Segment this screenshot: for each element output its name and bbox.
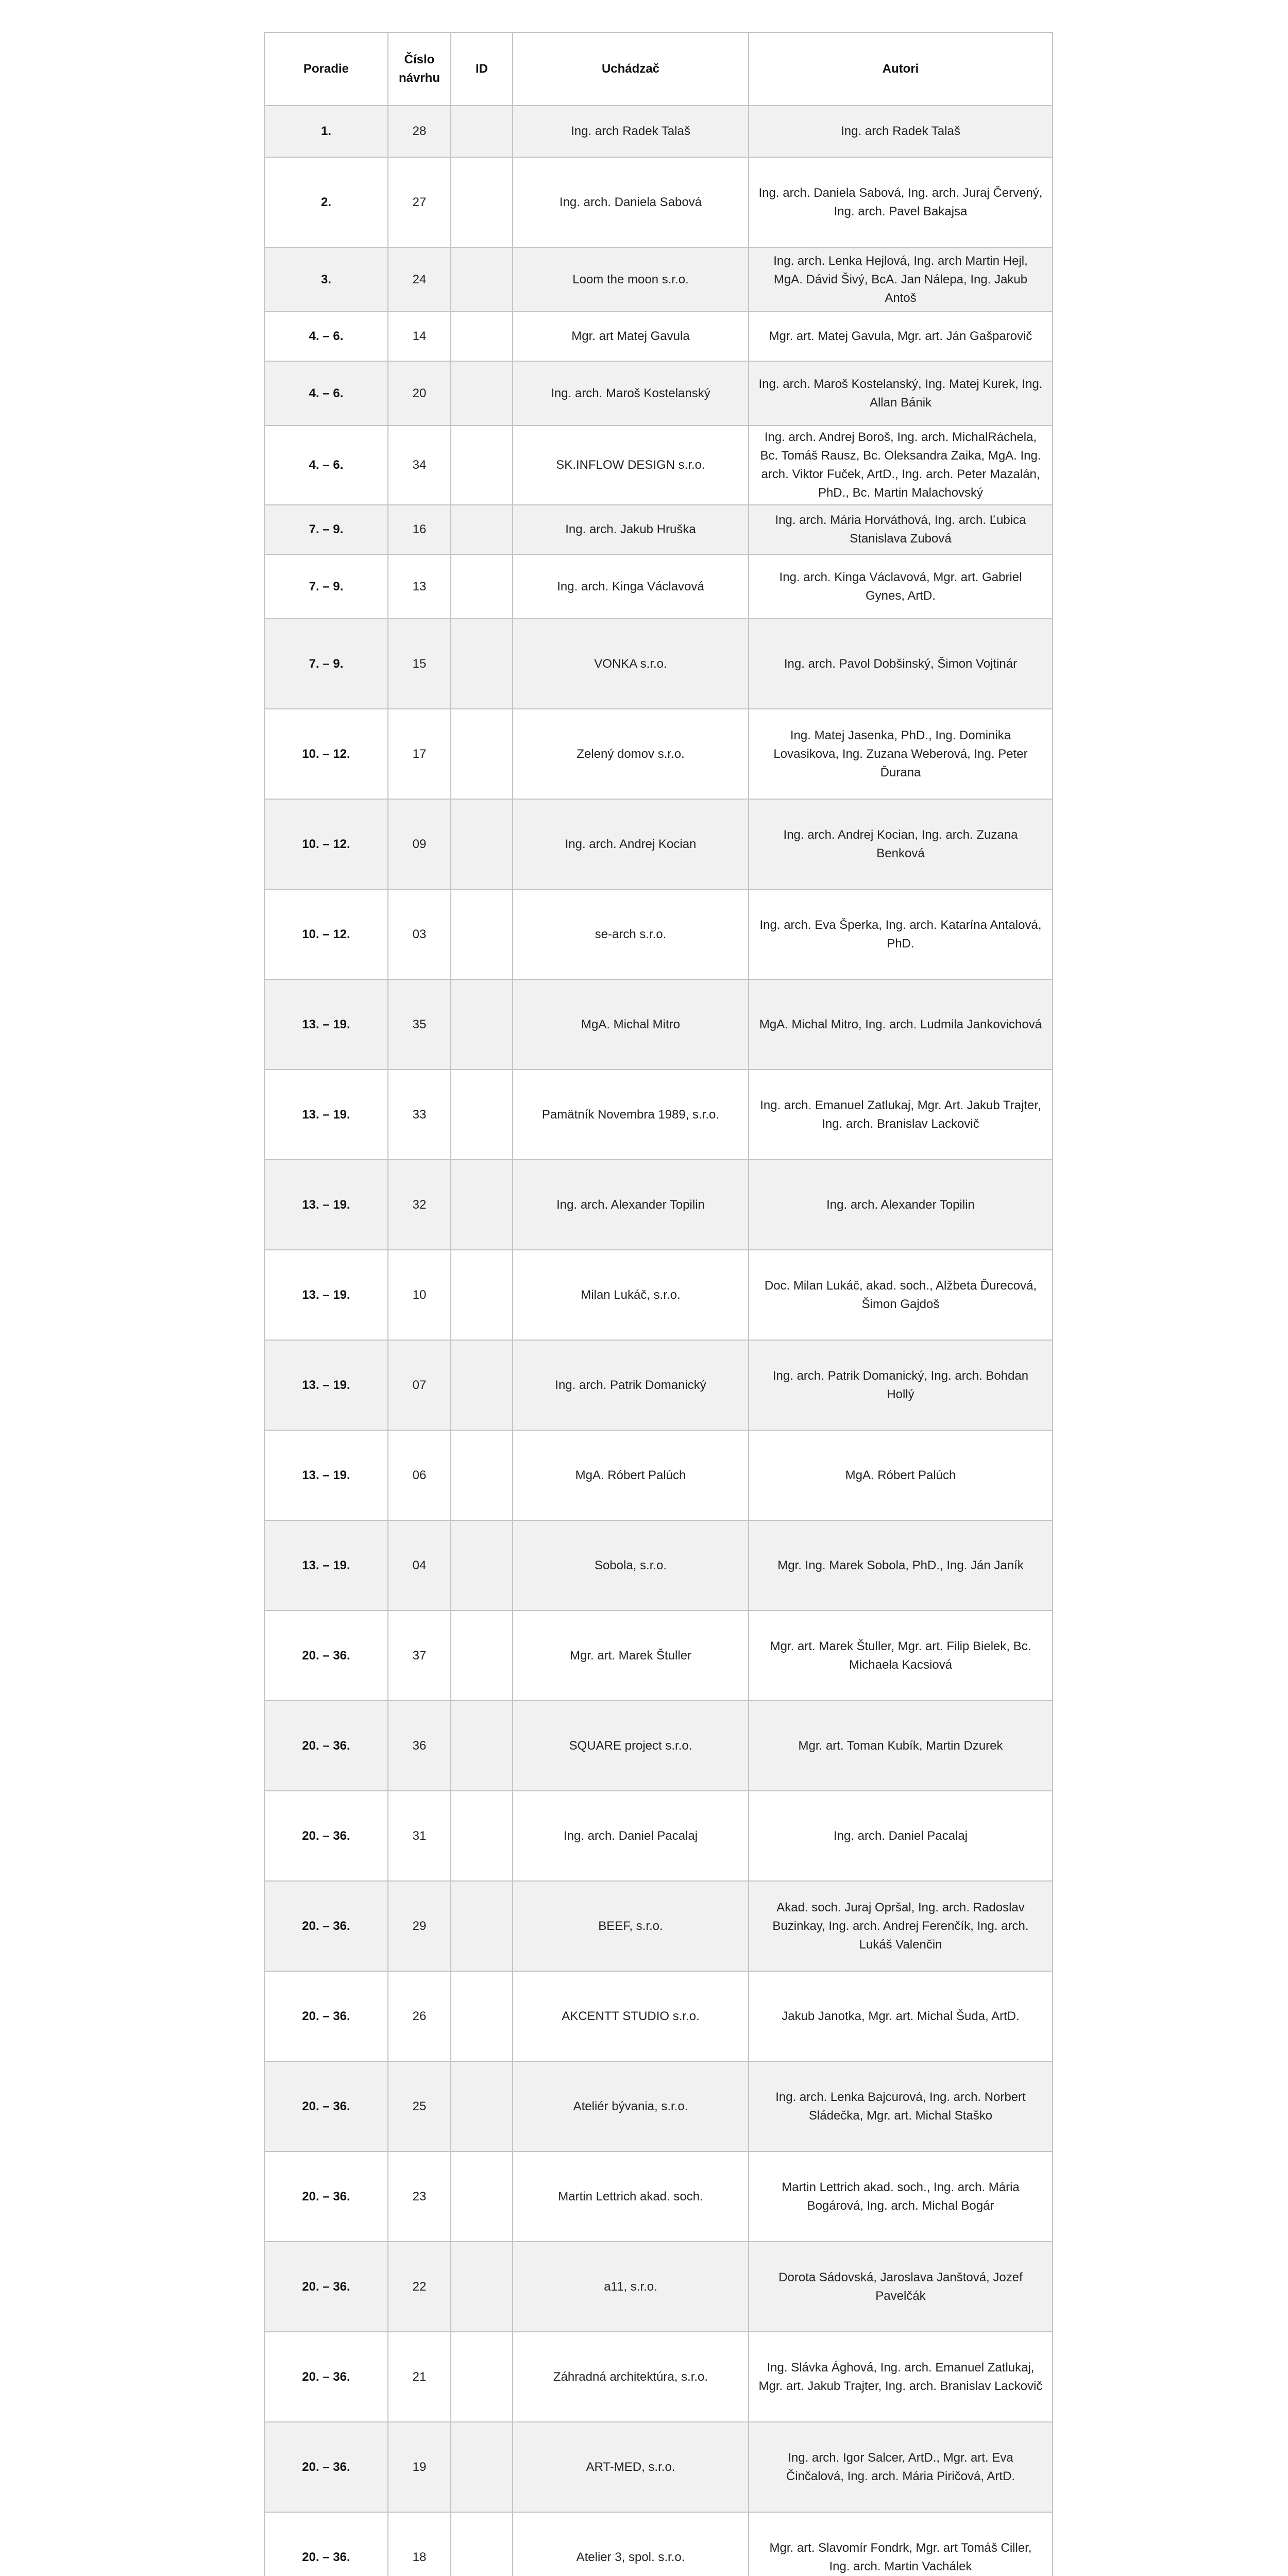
rank-cell: 20. – 36.	[264, 1971, 388, 2061]
authors-cell: Ing. arch. Andrej Boroš, Ing. arch. MichalRáchela, Bc. Tomáš Rausz, Bc. Oleksandra Zaika, MgA. Ing. arch. Viktor Fuček, ArtD., Ing. arch. Peter Mazalán, PhD., Bc. Martin Malachovský	[749, 426, 1053, 505]
id-cell	[451, 889, 513, 979]
rank-cell: 20. – 36.	[264, 1791, 388, 1881]
rank-cell: 13. – 19.	[264, 979, 388, 1070]
header-id: ID	[451, 32, 513, 106]
rank-cell: 4. – 6.	[264, 361, 388, 426]
applicant-cell: Martin Lettrich akad. soch.	[513, 2151, 749, 2242]
table-row	[264, 1881, 1053, 1971]
number-cell: 31	[388, 1791, 451, 1881]
rank-cell: 13. – 19.	[264, 1430, 388, 1520]
applicant-cell: Mgr. art. Marek Štuller	[513, 1611, 749, 1701]
authors-cell: Ing. arch. Andrej Kocian, Ing. arch. Zuzana Benková	[749, 799, 1053, 889]
rank-cell: 3.	[264, 247, 388, 312]
header-applicant: Uchádzač	[513, 32, 749, 106]
applicant-cell: a11, s.r.o.	[513, 2242, 749, 2332]
applicant-cell: Sobola, s.r.o.	[513, 1520, 749, 1611]
authors-cell: Ing. arch. Patrik Domanický, Ing. arch. Bohdan Hollý	[749, 1340, 1053, 1430]
id-cell	[451, 1791, 513, 1881]
applicant-cell: SQUARE project s.r.o.	[513, 1701, 749, 1791]
authors-cell: Ing. arch. Mária Horváthová, Ing. arch. Ľubica Stanislava Zubová	[749, 505, 1053, 554]
authors-cell: Ing. arch. Alexander Topilin	[749, 1160, 1053, 1250]
id-cell	[451, 505, 513, 554]
id-cell	[451, 426, 513, 505]
applicant-cell: MgA. Michal Mitro	[513, 979, 749, 1070]
applicant-cell: Ing. arch. Kinga Václavová	[513, 554, 749, 619]
authors-cell: MgA. Róbert Palúch	[749, 1430, 1053, 1520]
number-cell: 04	[388, 1520, 451, 1611]
table-row	[264, 554, 1053, 619]
id-cell	[451, 312, 513, 361]
id-cell	[451, 1701, 513, 1791]
rank-cell: 20. – 36.	[264, 2061, 388, 2151]
number-cell: 14	[388, 312, 451, 361]
number-cell: 16	[388, 505, 451, 554]
table-row	[264, 889, 1053, 979]
rank-cell: 13. – 19.	[264, 1520, 388, 1611]
applicant-cell: Ing. arch. Patrik Domanický	[513, 1340, 749, 1430]
rank-cell: 10. – 12.	[264, 799, 388, 889]
applicant-cell: SK.INFLOW DESIGN s.r.o.	[513, 426, 749, 505]
table-row	[264, 106, 1053, 157]
rank-cell: 7. – 9.	[264, 554, 388, 619]
table-row	[264, 1701, 1053, 1791]
id-cell	[451, 2512, 513, 2576]
applicant-cell: Ing. arch. Jakub Hruška	[513, 505, 749, 554]
number-cell: 17	[388, 709, 451, 799]
applicant-cell: Ing. arch. Daniel Pacalaj	[513, 1791, 749, 1881]
id-cell	[451, 2332, 513, 2422]
table-row	[264, 1520, 1053, 1611]
table-row	[264, 2061, 1053, 2151]
number-cell: 21	[388, 2332, 451, 2422]
rank-cell: 20. – 36.	[264, 2242, 388, 2332]
table-row	[264, 1250, 1053, 1340]
id-cell	[451, 1881, 513, 1971]
applicant-cell: Atelier 3, spol. s.r.o.	[513, 2512, 749, 2576]
header-number: Číslo návrhu	[388, 32, 451, 106]
authors-cell: Ing. arch Radek Talaš	[749, 106, 1053, 157]
rank-cell: 4. – 6.	[264, 312, 388, 361]
table-row	[264, 979, 1053, 1070]
results-table	[264, 32, 1053, 2576]
id-cell	[451, 619, 513, 709]
id-cell	[451, 1520, 513, 1611]
id-cell	[451, 2242, 513, 2332]
authors-cell: Mgr. Ing. Marek Sobola, PhD., Ing. Ján Janík	[749, 1520, 1053, 1611]
rank-cell: 10. – 12.	[264, 709, 388, 799]
number-cell: 35	[388, 979, 451, 1070]
authors-cell: Ing. arch. Maroš Kostelanský, Ing. Matej Kurek, Ing. Allan Bánik	[749, 361, 1053, 426]
id-cell	[451, 554, 513, 619]
number-cell: 20	[388, 361, 451, 426]
authors-cell: Ing. arch. Eva Šperka, Ing. arch. Katarína Antalová, PhD.	[749, 889, 1053, 979]
applicant-cell: Ing. arch. Daniela Sabová	[513, 157, 749, 247]
authors-cell: Ing. arch. Igor Salcer, ArtD., Mgr. art. Eva Činčalová, Ing. arch. Mária Piričová, ArtD.	[749, 2422, 1053, 2512]
rank-cell: 4. – 6.	[264, 426, 388, 505]
authors-cell: Dorota Sádovská, Jaroslava Janštová, Jozef Pavelčák	[749, 2242, 1053, 2332]
rank-cell: 7. – 9.	[264, 619, 388, 709]
number-cell: 07	[388, 1340, 451, 1430]
rank-cell: 20. – 36.	[264, 2151, 388, 2242]
number-cell: 06	[388, 1430, 451, 1520]
number-cell: 25	[388, 2061, 451, 2151]
header-rank: Poradie	[264, 32, 388, 106]
table-row	[264, 709, 1053, 799]
number-cell: 18	[388, 2512, 451, 2576]
number-cell: 36	[388, 1701, 451, 1791]
header-authors: Autori	[749, 32, 1053, 106]
rank-cell: 20. – 36.	[264, 2422, 388, 2512]
table-row	[264, 1971, 1053, 2061]
authors-cell: Ing. arch. Lenka Bajcurová, Ing. arch. Norbert Sládečka, Mgr. art. Michal Staško	[749, 2061, 1053, 2151]
id-cell	[451, 106, 513, 157]
table-row	[264, 2332, 1053, 2422]
authors-cell: Mgr. art. Matej Gavula, Mgr. art. Ján Gašparovič	[749, 312, 1053, 361]
rank-cell: 13. – 19.	[264, 1070, 388, 1160]
authors-cell: MgA. Michal Mitro, Ing. arch. Ludmila Jankovichová	[749, 979, 1053, 1070]
id-cell	[451, 157, 513, 247]
rank-cell: 13. – 19.	[264, 1250, 388, 1340]
id-cell	[451, 2151, 513, 2242]
applicant-cell: Loom the moon s.r.o.	[513, 247, 749, 312]
rank-cell: 13. – 19.	[264, 1160, 388, 1250]
number-cell: 26	[388, 1971, 451, 2061]
table-row	[264, 1070, 1053, 1160]
authors-cell: Ing. Slávka Ághová, Ing. arch. Emanuel Zatlukaj, Mgr. art. Jakub Trajter, Ing. arch. Branislav Lackovič	[749, 2332, 1053, 2422]
table-header-row	[264, 32, 1053, 106]
table-row	[264, 2422, 1053, 2512]
authors-cell: Ing. arch. Lenka Hejlová, Ing. arch Martin Hejl, MgA. Dávid Šivý, BcA. Jan Nálepa, Ing. Jakub Antoš	[749, 247, 1053, 312]
table-row	[264, 2512, 1053, 2576]
table-row	[264, 157, 1053, 247]
authors-cell: Ing. arch. Kinga Václavová, Mgr. art. Gabriel Gynes, ArtD.	[749, 554, 1053, 619]
authors-cell: Ing. arch. Daniela Sabová, Ing. arch. Juraj Červený, Ing. arch. Pavel Bakajsa	[749, 157, 1053, 247]
authors-cell: Ing. arch. Daniel Pacalaj	[749, 1791, 1053, 1881]
authors-cell: Mgr. art. Slavomír Fondrk, Mgr. art Tomáš Ciller, Ing. arch. Martin Vachálek	[749, 2512, 1053, 2576]
authors-cell: Doc. Milan Lukáč, akad. soch., Alžbeta Ďurecová, Šimon Gajdoš	[749, 1250, 1053, 1340]
authors-cell: Mgr. art. Marek Štuller, Mgr. art. Filip Bielek, Bc. Michaela Kacsiová	[749, 1611, 1053, 1701]
number-cell: 10	[388, 1250, 451, 1340]
rank-cell: 1.	[264, 106, 388, 157]
applicant-cell: VONKA s.r.o.	[513, 619, 749, 709]
rank-cell: 13. – 19.	[264, 1340, 388, 1430]
authors-cell: Ing. arch. Emanuel Zatlukaj, Mgr. Art. Jakub Trajter, Ing. arch. Branislav Lackovič	[749, 1070, 1053, 1160]
rank-cell: 20. – 36.	[264, 1701, 388, 1791]
authors-cell: Martin Lettrich akad. soch., Ing. arch. Mária Bogárová, Ing. arch. Michal Bogár	[749, 2151, 1053, 2242]
rank-cell: 2.	[264, 157, 388, 247]
table-row	[264, 312, 1053, 361]
applicant-cell: Ing. arch. Maroš Kostelanský	[513, 361, 749, 426]
rank-cell: 20. – 36.	[264, 1881, 388, 1971]
rank-cell: 7. – 9.	[264, 505, 388, 554]
number-cell: 34	[388, 426, 451, 505]
authors-cell: Ing. Matej Jasenka, PhD., Ing. Dominika Lovasikova, Ing. Zuzana Weberová, Ing. Peter Ďurana	[749, 709, 1053, 799]
table-row	[264, 2151, 1053, 2242]
id-cell	[451, 361, 513, 426]
id-cell	[451, 1340, 513, 1430]
number-cell: 32	[388, 1160, 451, 1250]
applicant-cell: ART-MED, s.r.o.	[513, 2422, 749, 2512]
number-cell: 37	[388, 1611, 451, 1701]
number-cell: 22	[388, 2242, 451, 2332]
applicant-cell: Ing. arch. Andrej Kocian	[513, 799, 749, 889]
number-cell: 33	[388, 1070, 451, 1160]
id-cell	[451, 1611, 513, 1701]
id-cell	[451, 709, 513, 799]
number-cell: 09	[388, 799, 451, 889]
applicant-cell: Zelený domov s.r.o.	[513, 709, 749, 799]
table-row	[264, 1791, 1053, 1881]
applicant-cell: MgA. Róbert Palúch	[513, 1430, 749, 1520]
number-cell: 27	[388, 157, 451, 247]
applicant-cell: Pamätník Novembra 1989, s.r.o.	[513, 1070, 749, 1160]
number-cell: 28	[388, 106, 451, 157]
number-cell: 23	[388, 2151, 451, 2242]
id-cell	[451, 1971, 513, 2061]
number-cell: 13	[388, 554, 451, 619]
number-cell: 03	[388, 889, 451, 979]
applicant-cell: BEEF, s.r.o.	[513, 1881, 749, 1971]
applicant-cell: Ateliér bývania, s.r.o.	[513, 2061, 749, 2151]
applicant-cell: Ing. arch Radek Talaš	[513, 106, 749, 157]
applicant-cell: Mgr. art Matej Gavula	[513, 312, 749, 361]
table-row	[264, 799, 1053, 889]
id-cell	[451, 2422, 513, 2512]
rank-cell: 20. – 36.	[264, 2332, 388, 2422]
applicant-cell: se-arch s.r.o.	[513, 889, 749, 979]
number-cell: 24	[388, 247, 451, 312]
table-row	[264, 426, 1053, 505]
id-cell	[451, 979, 513, 1070]
table-row	[264, 505, 1053, 554]
id-cell	[451, 1250, 513, 1340]
authors-cell: Jakub Janotka, Mgr. art. Michal Šuda, ArtD.	[749, 1971, 1053, 2061]
rank-cell: 20. – 36.	[264, 2512, 388, 2576]
number-cell: 15	[388, 619, 451, 709]
table-body	[264, 106, 1053, 2576]
applicant-cell: Záhradná architektúra, s.r.o.	[513, 2332, 749, 2422]
authors-cell: Akad. soch. Juraj Opršal, Ing. arch. Radoslav Buzinkay, Ing. arch. Andrej Ferenčík, Ing. arch. Lukáš Valenčin	[749, 1881, 1053, 1971]
rank-cell: 10. – 12.	[264, 889, 388, 979]
table-row	[264, 247, 1053, 312]
table-row	[264, 1160, 1053, 1250]
table-row	[264, 1340, 1053, 1430]
rank-cell: 20. – 36.	[264, 1611, 388, 1701]
table-row	[264, 1430, 1053, 1520]
id-cell	[451, 1070, 513, 1160]
applicant-cell: Milan Lukáč, s.r.o.	[513, 1250, 749, 1340]
number-cell: 19	[388, 2422, 451, 2512]
id-cell	[451, 247, 513, 312]
authors-cell: Mgr. art. Toman Kubík, Martin Dzurek	[749, 1701, 1053, 1791]
applicant-cell: AKCENTT STUDIO s.r.o.	[513, 1971, 749, 2061]
id-cell	[451, 799, 513, 889]
id-cell	[451, 2061, 513, 2151]
table-row	[264, 619, 1053, 709]
table-row	[264, 2242, 1053, 2332]
applicant-cell: Ing. arch. Alexander Topilin	[513, 1160, 749, 1250]
authors-cell: Ing. arch. Pavol Dobšinský, Šimon Vojtinár	[749, 619, 1053, 709]
id-cell	[451, 1160, 513, 1250]
table-row	[264, 361, 1053, 426]
id-cell	[451, 1430, 513, 1520]
number-cell: 29	[388, 1881, 451, 1971]
table-row	[264, 1611, 1053, 1701]
